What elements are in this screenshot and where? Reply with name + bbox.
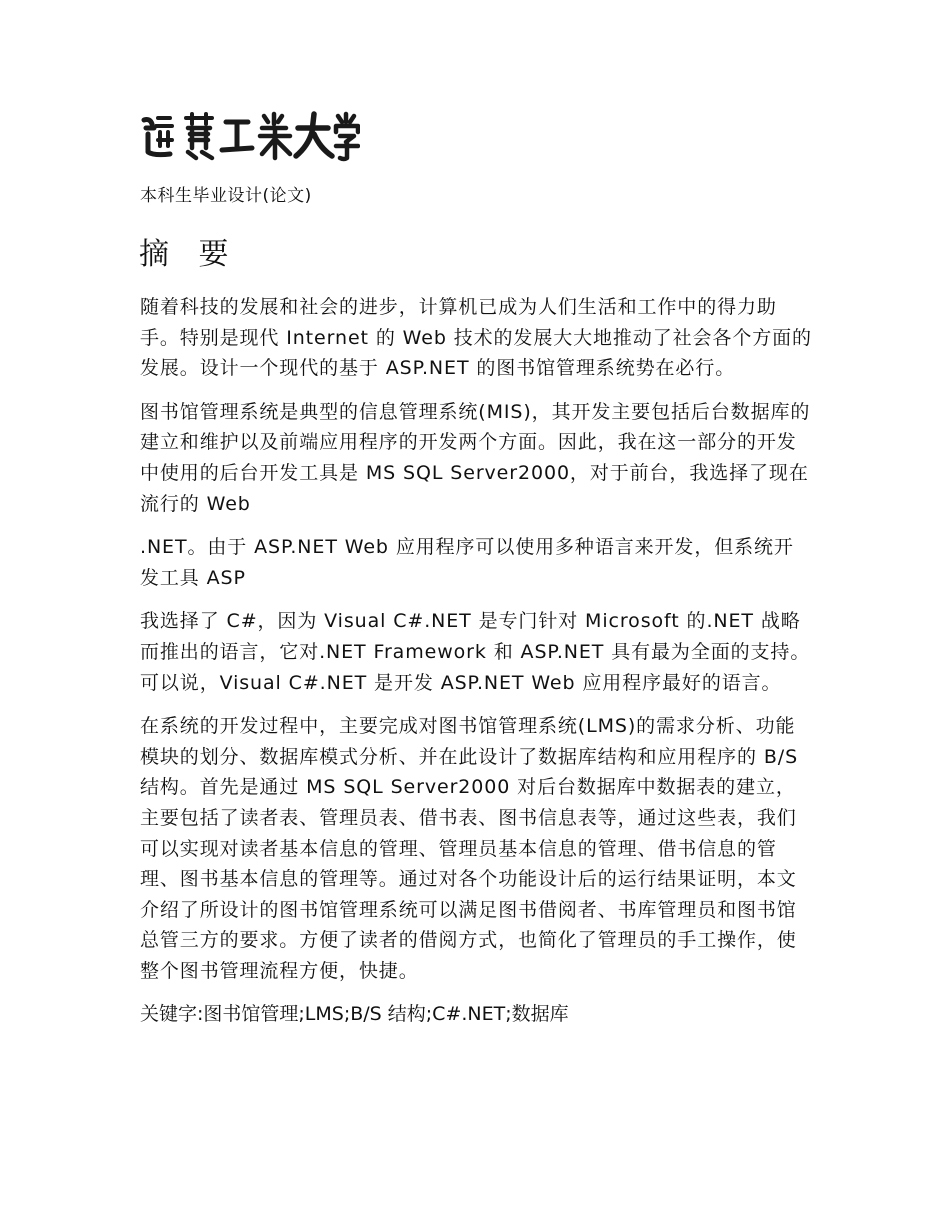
keywords-line: 关键字:图书馆管理;LMS;B/S 结构;C#.NET;数据库: [140, 1003, 569, 1026]
abstract-body: [140, 292, 812, 1030]
abstract-paragraph: 图书馆管理系统是典型的信息管理系统(MIS)，其开发主要包括后台数据库的建立和维护以及前端应用程序的开发两个方面。因此，我在这一部分的开发中使用的后台开发工具是 MS SQL Server2000，对于前台，我选择了现在流行的 Web: [140, 400, 811, 515]
abstract-paragraph: 我选择了 C#，因为 Visual C#.NET 是专门针对 Microsoft 的.NET 战略而推出的语言，它对.NET Framework 和 ASP.NET 具有最为全面的支持。可以说，Visual C#.NET 是开发 ASP.NET Web 应用程序最好的语言。: [140, 610, 811, 694]
document-type-subtitle: 本科生毕业设计(论文): [140, 186, 312, 206]
calligraphy-logo-graphic: [140, 110, 360, 162]
abstract-paragraph: 在系统的开发过程中，主要完成对图书馆管理系统(LMS)的需求分析、功能模块的划分、数据库模式分析、并在此设计了数据库结构和应用程序的 B/S 结构。首先是通过 MS SQL Server2000 对后台数据库中数据表的建立，主要包括了读者表、管理员表、借书表、图书信息表等，通过这些表，我们可以实现对读者基本信息的管理、管理员基本信息的管理、借书信息的管理、图书基本信息的管理等。通过对各个功能设计后的运行结果证明，本文介绍了所设计的图书馆管理系统可以满足图书借阅者、书库管理员和图书馆总管三方的要求。方便了读者的借阅方式，也简化了管理员的手工操作，使整个图书管理流程方便，快捷。: [140, 715, 799, 982]
abstract-heading: 摘 要: [139, 237, 239, 272]
abstract-paragraph: .NET。由于 ASP.NET Web 应用程序可以使用多种语言来开发，但系统开发工具 ASP: [140, 536, 794, 589]
university-calligraphy-logo: [140, 110, 360, 162]
abstract-paragraph: 随着科技的发展和社会的进步，计算机已成为人们生活和工作中的得力助手。特别是现代 Internet 的 Web 技术的发展大大地推动了社会各个方面的发展。设计一个现代的基于 ASP.NET 的图书馆管理系统势在必行。: [140, 296, 812, 380]
